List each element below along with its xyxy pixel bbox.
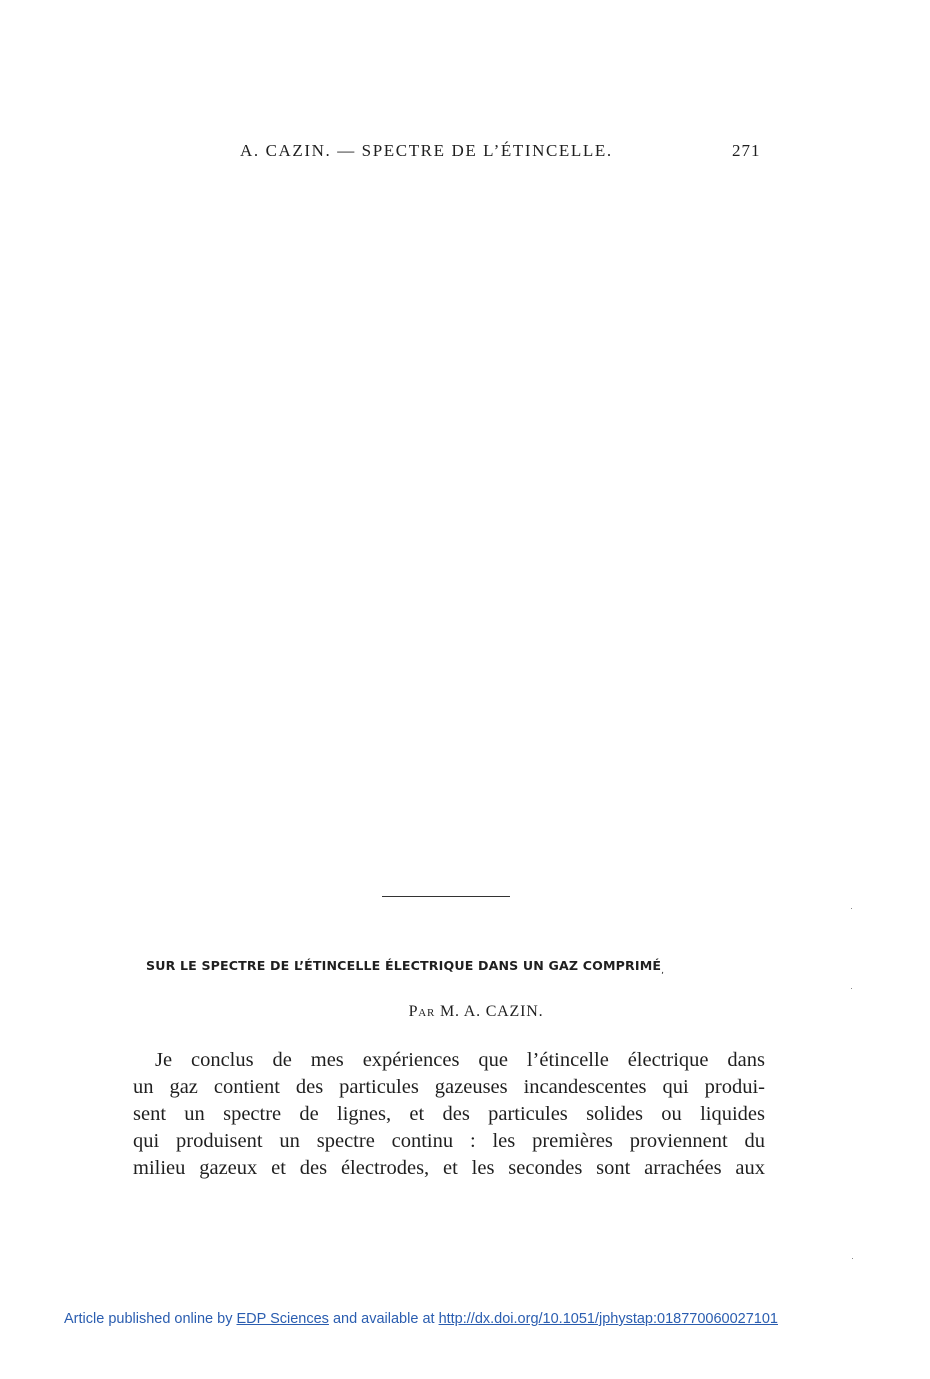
scan-speck — [851, 908, 852, 909]
article-title-text: SUR LE SPECTRE DE L’ÉTINCELLE ÉLECTRIQUE DANS UN GAZ COMPRIMÉ — [146, 958, 662, 973]
publisher-link[interactable]: EDP Sciences — [236, 1311, 329, 1327]
article-title-mark: , — [661, 966, 665, 976]
footer-prefix: Article published online by — [64, 1311, 233, 1327]
body-line: qui produisent un spectre continu : les premières proviennent du — [133, 1130, 765, 1152]
article-title — [146, 958, 766, 976]
section-divider — [382, 896, 510, 897]
page-number: 271 — [732, 141, 761, 160]
body-line: sent un spectre de lignes, et des particules solides ou liquides — [133, 1103, 765, 1125]
doi-link[interactable]: http://dx.doi.org/10.1051/jphystap:018770060027101 — [438, 1311, 778, 1327]
byline-author: M. A. CAZIN. — [440, 1003, 544, 1020]
body-paragraph — [133, 1047, 765, 1182]
body-line: milieu gazeux et des électrodes, et les secondes sont arrachées aux — [133, 1157, 765, 1179]
byline — [0, 1003, 930, 1021]
footer-note — [64, 1311, 778, 1327]
running-head: A. CAZIN. — SPECTRE DE L’ÉTINCELLE. — [240, 141, 613, 160]
scan-speck — [852, 1258, 853, 1259]
scan-speck — [851, 988, 852, 989]
footer-middle: and available at — [332, 1311, 435, 1327]
body-line: un gaz contient des particules gazeuses incandescentes qui produi- — [133, 1076, 765, 1098]
byline-par: Par — [408, 1003, 436, 1020]
body-line: Je conclus de mes expériences que l’étincelle électrique dans — [155, 1049, 765, 1071]
